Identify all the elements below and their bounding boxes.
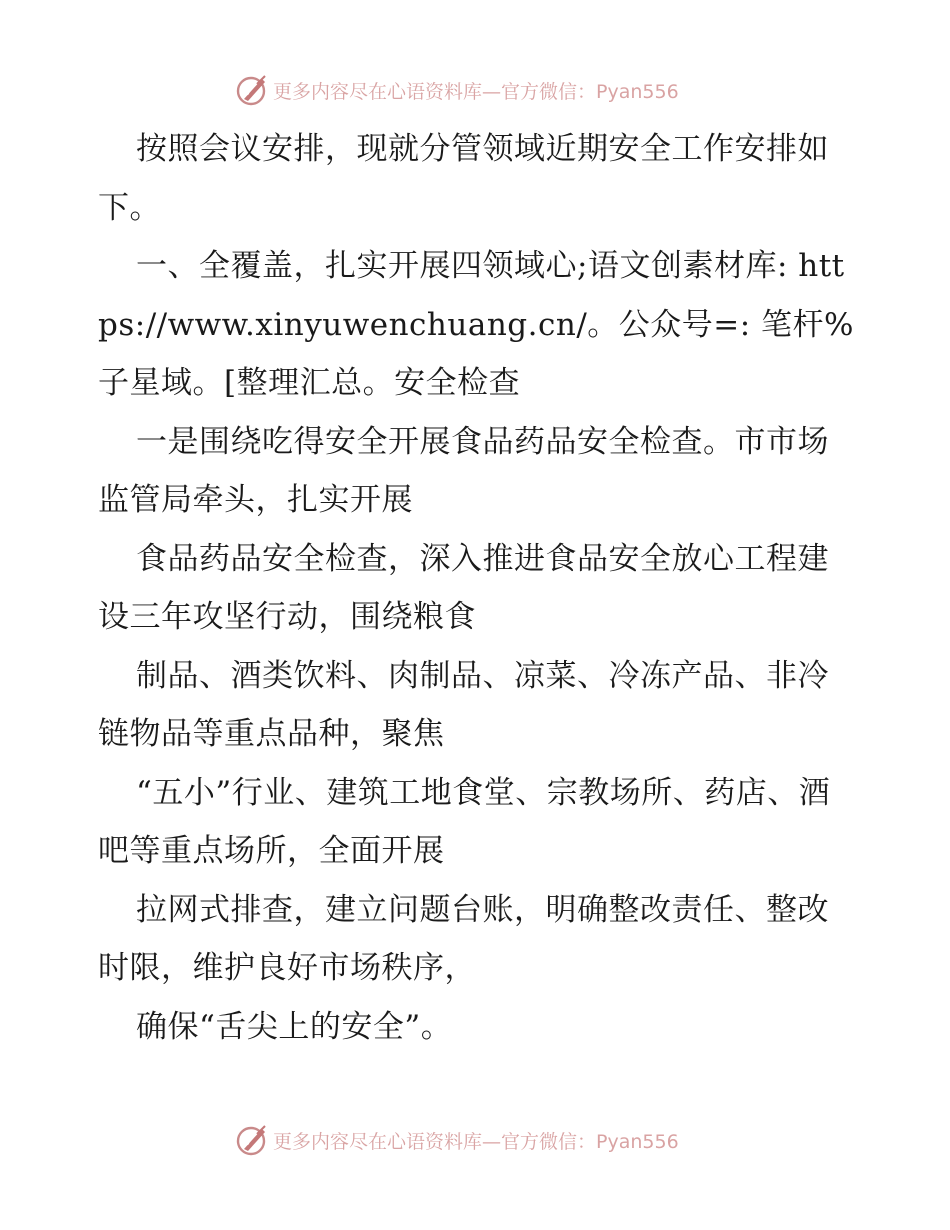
watermark-text: 更多内容尽在心语资料库—官方微信：Pyan556 [273,1130,679,1153]
paragraph: 食品药品安全检查，深入推进食品安全放心工程建设三年攻坚行动，围绕粮食 [98,540,829,635]
quill-logo-icon [235,73,269,107]
paragraph: 按照会议安排，现就分管领域近期安全工作安排如下。 [98,131,829,226]
document-body [98,120,858,1056]
quill-logo-icon [235,1123,269,1157]
paragraph: 确保“舌尖上的安全”。 [136,1008,453,1045]
paragraph: “五小”行业、建筑工地食堂、宗教场所、药店、酒吧等重点场所，全面开展 [98,774,831,869]
paragraph: 拉网式排查，建立问题台账，明确整改责任、整改时限，维护良好市场秩序， [98,891,829,986]
header-watermark [235,72,715,108]
footer-watermark [235,1122,715,1158]
paragraph: 一是围绕吃得安全开展食品药品安全检查。市市场监管局牵头，扎实开展 [98,423,829,518]
paragraph: 制品、酒类饮料、肉制品、凉菜、冷冻产品、非冷链物品等重点品种，聚焦 [98,657,829,752]
watermark-text: 更多内容尽在心语资料库—官方微信：Pyan556 [273,80,679,103]
paragraph: 一、全覆盖，扎实开展四领域心;语文创素材库: https://www.xinyuwenchuang.cn/。公众号=: 笔杆%子星域。[整理汇总。安全检查 [98,248,854,401]
